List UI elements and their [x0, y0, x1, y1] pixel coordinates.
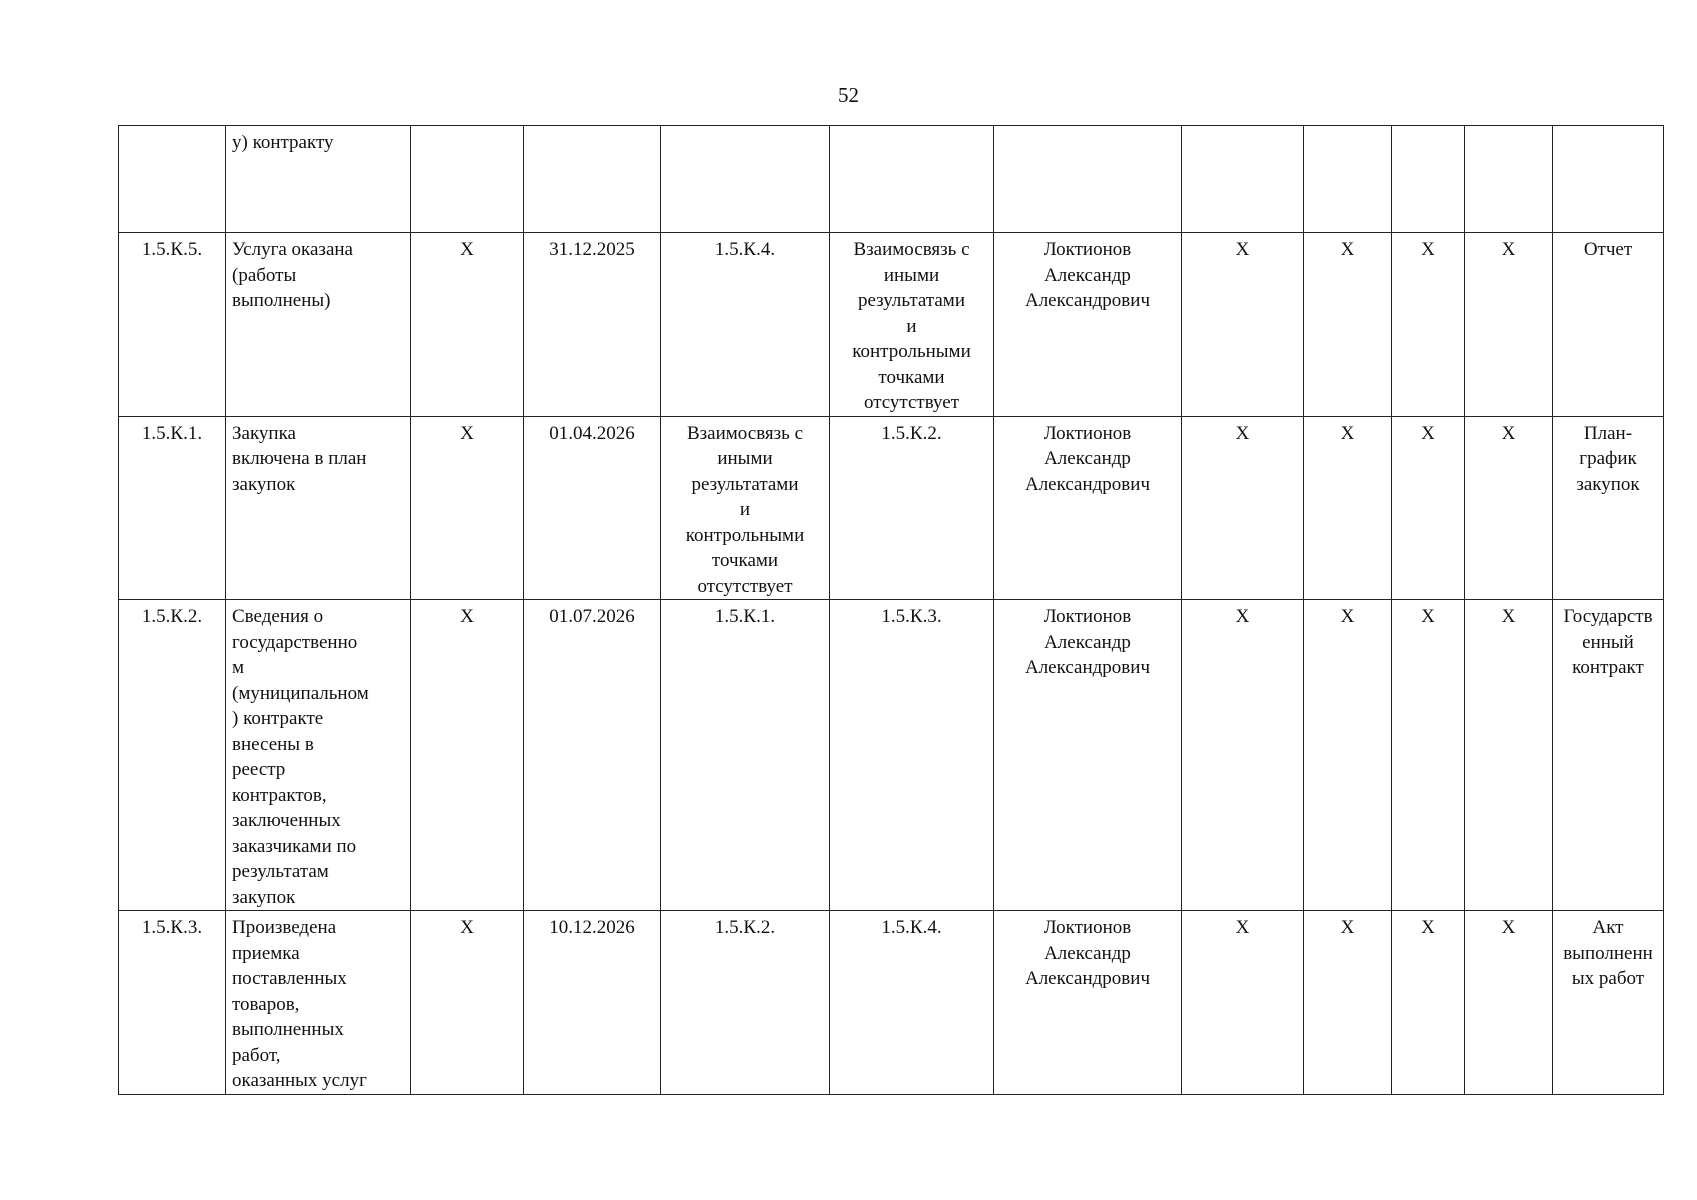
- mark-cell: X: [1465, 911, 1553, 1095]
- responsible-person-cell: Локтионов Александр Александрович: [994, 416, 1182, 600]
- predecessor-cell: [661, 126, 830, 233]
- document-type-cell: Отчет: [1553, 233, 1664, 417]
- document-type-cell: Государств енный контракт: [1553, 600, 1664, 911]
- successor-cell: Взаимосвязь с иными результатами и контрольными точками отсутствует: [830, 233, 994, 417]
- mark-cell: X: [1465, 416, 1553, 600]
- date-cell: 01.07.2026: [524, 600, 661, 911]
- date-cell: 10.12.2026: [524, 911, 661, 1095]
- document-type-cell: Акт выполненн ых работ: [1553, 911, 1664, 1095]
- predecessor-cell: Взаимосвязь с иными результатами и контрольными точками отсутствует: [661, 416, 830, 600]
- document-type-cell: [1553, 126, 1664, 233]
- mark-cell: X: [1182, 911, 1304, 1095]
- mark-cell: X: [1392, 233, 1465, 417]
- mark-cell: [1182, 126, 1304, 233]
- row-id-cell: 1.5.К.2.: [119, 600, 226, 911]
- mark-cell: X: [1304, 911, 1392, 1095]
- document-type-cell: План- график закупок: [1553, 416, 1664, 600]
- table-row: [119, 126, 1664, 233]
- predecessor-cell: 1.5.К.2.: [661, 911, 830, 1095]
- table-row: [119, 416, 1664, 600]
- date-cell: 31.12.2025: [524, 233, 661, 417]
- mark-cell: X: [1304, 600, 1392, 911]
- result-name-cell: Закупка включена в план закупок: [226, 416, 411, 600]
- table-row: [119, 233, 1664, 417]
- mark-cell: X: [411, 911, 524, 1095]
- mark-cell: X: [1182, 600, 1304, 911]
- responsible-person-cell: Локтионов Александр Александрович: [994, 600, 1182, 911]
- mark-cell: [1392, 126, 1465, 233]
- mark-cell: [1465, 126, 1553, 233]
- page-number: 52: [838, 83, 859, 107]
- successor-cell: 1.5.К.2.: [830, 416, 994, 600]
- responsible-person-cell: Локтионов Александр Александрович: [994, 233, 1182, 417]
- responsible-person-cell: [994, 126, 1182, 233]
- row-id-cell: 1.5.К.5.: [119, 233, 226, 417]
- table-row: [119, 911, 1664, 1095]
- predecessor-cell: 1.5.К.1.: [661, 600, 830, 911]
- mark-cell: X: [1392, 600, 1465, 911]
- result-name-cell: Произведена приемка поставленных товаров, выполненных работ, оказанных услуг: [226, 911, 411, 1095]
- result-name-cell: Услуга оказана (работы выполнены): [226, 233, 411, 417]
- mark-cell: X: [1182, 233, 1304, 417]
- row-id-cell: 1.5.К.3.: [119, 911, 226, 1095]
- table-row: [119, 600, 1664, 911]
- mark-cell: X: [1465, 233, 1553, 417]
- mark-cell: X: [1182, 416, 1304, 600]
- mark-cell: [411, 126, 524, 233]
- row-id-cell: 1.5.К.1.: [119, 416, 226, 600]
- mark-cell: X: [411, 233, 524, 417]
- responsible-person-cell: Локтионов Александр Александрович: [994, 911, 1182, 1095]
- mark-cell: X: [411, 416, 524, 600]
- mark-cell: X: [1465, 600, 1553, 911]
- result-name-cell: у) контракту: [226, 126, 411, 233]
- predecessor-cell: 1.5.К.4.: [661, 233, 830, 417]
- mark-cell: X: [411, 600, 524, 911]
- mark-cell: [1304, 126, 1392, 233]
- mark-cell: X: [1392, 416, 1465, 600]
- date-cell: 01.04.2026: [524, 416, 661, 600]
- mark-cell: X: [1304, 233, 1392, 417]
- date-cell: [524, 126, 661, 233]
- mark-cell: X: [1392, 911, 1465, 1095]
- schedule-table: [118, 125, 1664, 1095]
- mark-cell: X: [1304, 416, 1392, 600]
- successor-cell: 1.5.К.4.: [830, 911, 994, 1095]
- successor-cell: [830, 126, 994, 233]
- successor-cell: 1.5.К.3.: [830, 600, 994, 911]
- row-id-cell: [119, 126, 226, 233]
- result-name-cell: Сведения о государственно м (муниципальном ) контракте внесены в реестр контрактов, заключенных заказчиками по результатам закупок: [226, 600, 411, 911]
